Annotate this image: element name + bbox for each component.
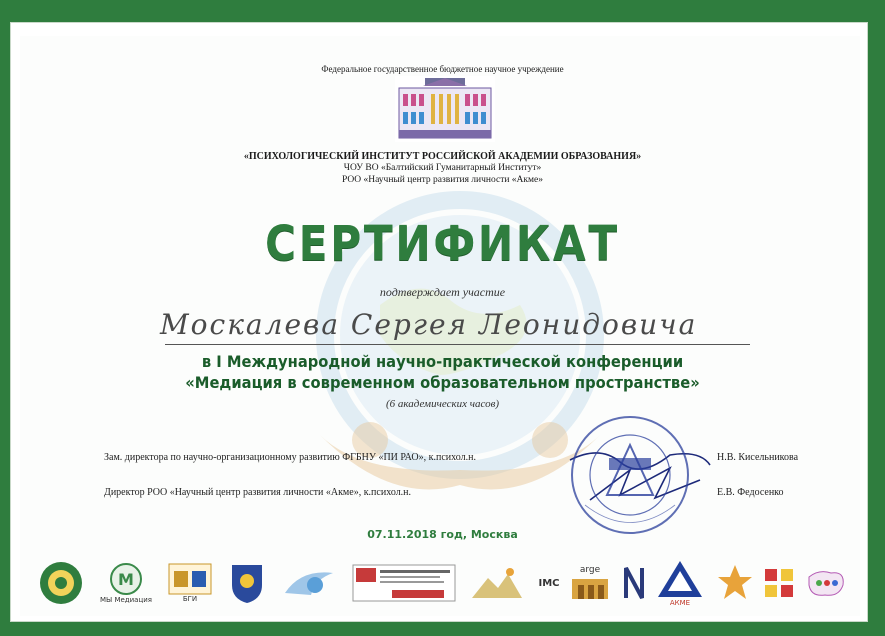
wing-logo-icon xyxy=(281,565,337,601)
partner-logo-4 xyxy=(225,555,269,611)
partner-logo-8 xyxy=(533,555,565,611)
academic-hours: (6 академических часов) xyxy=(385,398,500,410)
date-and-place: 07.11.2018 год, Москва xyxy=(367,528,518,541)
signatory-2-role: Директор РОО «Научный центр развития личности «Акме», к.психол.н. xyxy=(104,487,412,498)
map-logo-icon xyxy=(805,567,847,599)
n-logo-icon xyxy=(622,564,646,602)
mountain-logo-icon xyxy=(470,564,524,602)
logo-3-label: БГИ xyxy=(182,595,198,603)
partner-logos xyxy=(35,555,850,615)
crest-logo-icon xyxy=(228,561,266,605)
bgu-logo-icon xyxy=(168,563,212,595)
akme-logo-icon xyxy=(656,559,704,599)
recipient-name: Москалева Сергея Леонидовича xyxy=(160,308,698,341)
arge-logo-icon xyxy=(570,575,610,601)
institute-building-icon xyxy=(395,76,495,142)
puzzle-logo-icon xyxy=(761,565,797,601)
signatory-2-name: Е.В. Федосенко xyxy=(717,487,784,498)
star-logo-icon xyxy=(717,563,753,603)
flag-logo-icon xyxy=(352,564,456,602)
signatory-1-name: Н.В. Кисельникова xyxy=(717,452,799,463)
institution-name: «ПСИХОЛОГИЧЕСКИЙ ИНСТИТУТ РОССИЙСКОЙ АКАДЕМИИ ОБРАЗОВАНИЯ» xyxy=(243,151,642,162)
svg-text:M: M xyxy=(118,570,134,589)
partner-logo-10 xyxy=(619,555,649,611)
logo-2-label: МЫ Медиация xyxy=(100,596,152,604)
co-organizer-2: РОО «Научный центр развития личности «Акме» xyxy=(341,175,544,185)
partner-logo-7 xyxy=(467,555,527,611)
partner-logo-1 xyxy=(35,555,87,611)
partner-logo-6 xyxy=(349,555,459,611)
logo-11-label: АКМЕ xyxy=(669,599,691,607)
partner-logo-9 xyxy=(567,555,613,611)
partner-logo-5 xyxy=(279,555,339,611)
partner-logo-14 xyxy=(803,555,849,611)
organization-stamp-icon xyxy=(565,410,695,540)
partner-logo-2 xyxy=(97,555,155,611)
partner-logo-3 xyxy=(165,555,215,611)
m-logo-icon xyxy=(109,562,143,596)
certificate-title: СЕРТИФИКАТ xyxy=(265,216,620,272)
partner-logo-13 xyxy=(759,555,799,611)
signatory-1-role: Зам. директора по научно-организационному развитию ФГБНУ «ПИ РАО», к.психол.н. xyxy=(104,452,476,463)
logo-9-label: arge xyxy=(579,565,601,575)
emblem-logo-icon xyxy=(38,560,84,606)
conference-line-1: в I Международной научно-практической конференции xyxy=(201,352,684,371)
institution-type: Федеральное государственное бюджетное научное учреждение xyxy=(321,64,564,74)
partner-logo-11 xyxy=(653,555,707,611)
conference-title: «Медиация в современном образовательном пространстве» xyxy=(185,373,700,392)
partner-logo-12 xyxy=(715,555,755,611)
name-underline xyxy=(165,344,750,345)
logo-8-label: IMC xyxy=(538,577,560,589)
co-organizer-1: ЧОУ ВО «Балтийский Гуманитарный Институт» xyxy=(343,163,542,173)
confirm-text: подтверждает участие xyxy=(379,285,506,299)
